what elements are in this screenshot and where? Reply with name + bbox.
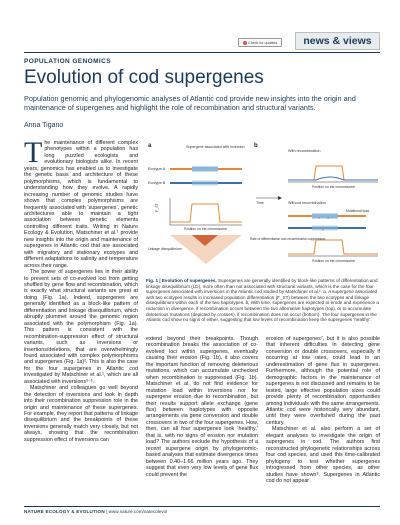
time-arrowhead-icon [278,196,282,200]
mutation-cross-icon: × [318,215,321,220]
body-column-1 [24,140,138,502]
ecotype-a-supergene [192,167,218,172]
mutation-cross-icon: × [322,227,325,232]
panel-a-label: a [148,143,152,149]
footer-separator: | [106,509,109,514]
page-header [0,0,400,52]
col2-paragraph-1: extend beyond their breakpoints. Though recombination breaks the association of co-evolved loci within supergenes, eventually causing their erosion (Fig. 1b), it also covers the important function of removing deleterious mutations, which can accumulate unchecked when recombination is suppressed (Fig. 1b). Matschiner et al. do not find evidence for mutation load within inversions nor for supergene erosion due to recombination, but their results support allele exchange (gene flux) between haplotypes with opposite arrangements via gene conversion and double crossovers in two of the four supergenes. How, then, can all four supergenes look ‘healthy,’ that is, with no signs of erosion nor mutation load? The authors exclude the hypothesis of a recent supergene origin by phylogenomic-based analyses that estimate divergence times between 0.40–1.66 million years ago. They suggest that even very low levels of gene flux could prevent the [146,336,258,478]
body-column-2 [146,336,258,504]
article-author: Anna Tigano [24,122,64,129]
fst-axis-label: F_ST [155,203,159,212]
caption-text: Supergenes are generally identified by block-like patterns of differentiation and linkage disequilibrium (LD), more often than not associated with structural variants, which is the case for the four supergenes associated with inversions in the Atlantic cod studied by Matschiner et al.¹. a, A supergene associated with two ecotypes results in increased population differentiation (F_ST) between the two ecotypes and linkage disequilibrium within each of the two haplotypes. b, With time, supergenes are expected to erode and experience a reduction in divergence, if recombination occurs between the two alternative haplotypes (top), or to accumulate deleterious mutations (depicted by crosses), if recombination does not occur (bottom). The four supergenes in the Atlantic cod show no signs of either, suggesting that low levels of recombination keep the supergenes ‘healthy’. [146,278,379,323]
figure-1 [146,140,380,270]
without-recombination-label: Without recombination [288,201,326,205]
without-recomb-x-label: Position on the chromosome [312,259,355,263]
page-footer [24,509,380,514]
ecotype-a-label: Ecotype A [148,167,166,171]
time-label: Time [256,201,264,205]
header-rule [24,52,380,53]
col1-paragraph-2: The power of supergenes lies in their ability to prevent sets of co-evolved loci from getting shuffled by gene flow and recombination, which is exactly what structural variants are great at doing (Fig. 1a). Indeed, supergenes are generally identified as a block-like pattern of differentiation and linkage disequilibrium, which abruptly plummet around the genomic region associated with the polymorphism (Fig. 1a). This pattern is consistent with the recombination-suppression effect of structural variants, such as inversions or insertions/deletions, that are overwhelmingly found associated with complex polymorphisms and supergenes (Fig. 1a)². This is also the case for the four supergenes in Atlantic cod investigated by Matschiner et al.¹, which are all associated with inversions³⁻⁵. [24,269,138,385]
footer-rule [24,506,380,507]
caption-label: Fig. 1 | Evolution of supergenes. [146,278,217,283]
with-recomb-curve-before [288,166,378,180]
panel-b-label: b [254,143,258,149]
ecotype-b-supergene [192,181,218,186]
dropcap-letter: T [24,140,43,169]
without-recomb-supergene-b [312,226,338,231]
footer-site-link[interactable]: www.nature.com/natecolevol [108,509,168,514]
ecotype-b-label: Ecotype B [148,181,166,185]
ld-axis-label: Linkage disequilibrium [148,247,182,251]
fst-x-label: Position on the chromosome [184,227,227,231]
body-column-3 [266,336,380,504]
without-recomb-supergene-a [312,214,338,219]
article-title: Evolution of cod supergenes [24,67,264,88]
col3-paragraph-1: erosion of supergenes⁷, but it is also possible that inherent difficulties in detecting gene conversion or double crossovers, especially if occurring at low rates, could lead to an underestimation of gene flux in supergenes. Furthermore, although the potential role of demographic factors in the maintenance of supergenes is not discussed and remains to be tested, large effective population sizes could provide plenty of recombination opportunities among individuals with the same arrangements. Atlantic cod were historically very abundant, until they were overfished during the past century. [266,336,380,426]
article-standfirst: Population genomic and phylogenomic analyses of Atlantic cod provide new insights into the origin and maintenance of supergenes and highlight the role of recombination and structural variants. [24,94,356,113]
check-for-updates-label: Check for updates [248,40,278,45]
with-recomb-curve-after [288,177,378,180]
check-for-updates-button[interactable] [238,38,282,47]
mutational-load-label: Mutational load [346,209,369,213]
col1-paragraph-3: Matschiner and colleagues go well beyond the detection of inversions and look in depth into their recombination suppression role in the origin and maintenance of these supergenes. For example, they report that patterns of linkage disequilibrium and the breakpoints of these inversions generally match very closely, but not always, showing that the recombination suppression effect of inversions can [24,385,138,443]
recomb-rate-axis-label: Rate of differentiation and recombination suppression [250,237,326,241]
footer-journal: NATURE ECOLOGY & EVOLUTION [24,509,105,514]
supergene-label: Supergene associated with inversion [186,145,245,149]
with-recombination-label: With recombination [288,149,321,153]
mutation-cross-icon: × [327,215,330,220]
update-badge-icon [243,41,247,45]
col3-paragraph-2: Matschiner et al. also perform a set of elegant analyses to investigate the origin of supergenes in cod. The authors first reconstructed phylogenetic relationships across four cod species, and used this time-calibrated phylogeny to test whether supergenes introgressed from other species, as other studies have shown⁸. Supergenes in Atlantic cod do not appear [266,426,380,484]
figure-caption [146,278,380,323]
fst-curve [170,204,242,222]
with-recomb-x-label: Position on the chromosome [312,185,355,189]
figure-1-illustration [146,140,380,270]
section-tab: news & views [295,32,380,50]
without-recomb-curve [288,240,378,254]
col1-paragraph-1: he maintenance of different complex phenotypes within a population has long puzzled ecologists and evolutionary biologists alike. In recent years, genomics has enabled us to investigate the genetic basis and architecture of these polymorphisms, which is fundamental to understanding how they evolve. A rapidly increasing number of genomic studies have shown that complex polymorphisms are frequently associated with ‘supergenes’, genetic architectures able to maintain a tight association between genetic elements controlling different traits. Writing in Nature Ecology & Evolution, Matschiner et al.¹ provide new insights into the origin and maintenance of supergenes in Atlantic cod that are associated with migratory and stationary ecotypes and different adaptations to salinity and temperature across their range. [24,140,138,269]
section-kicker: POPULATION GENOMICS [24,58,111,65]
